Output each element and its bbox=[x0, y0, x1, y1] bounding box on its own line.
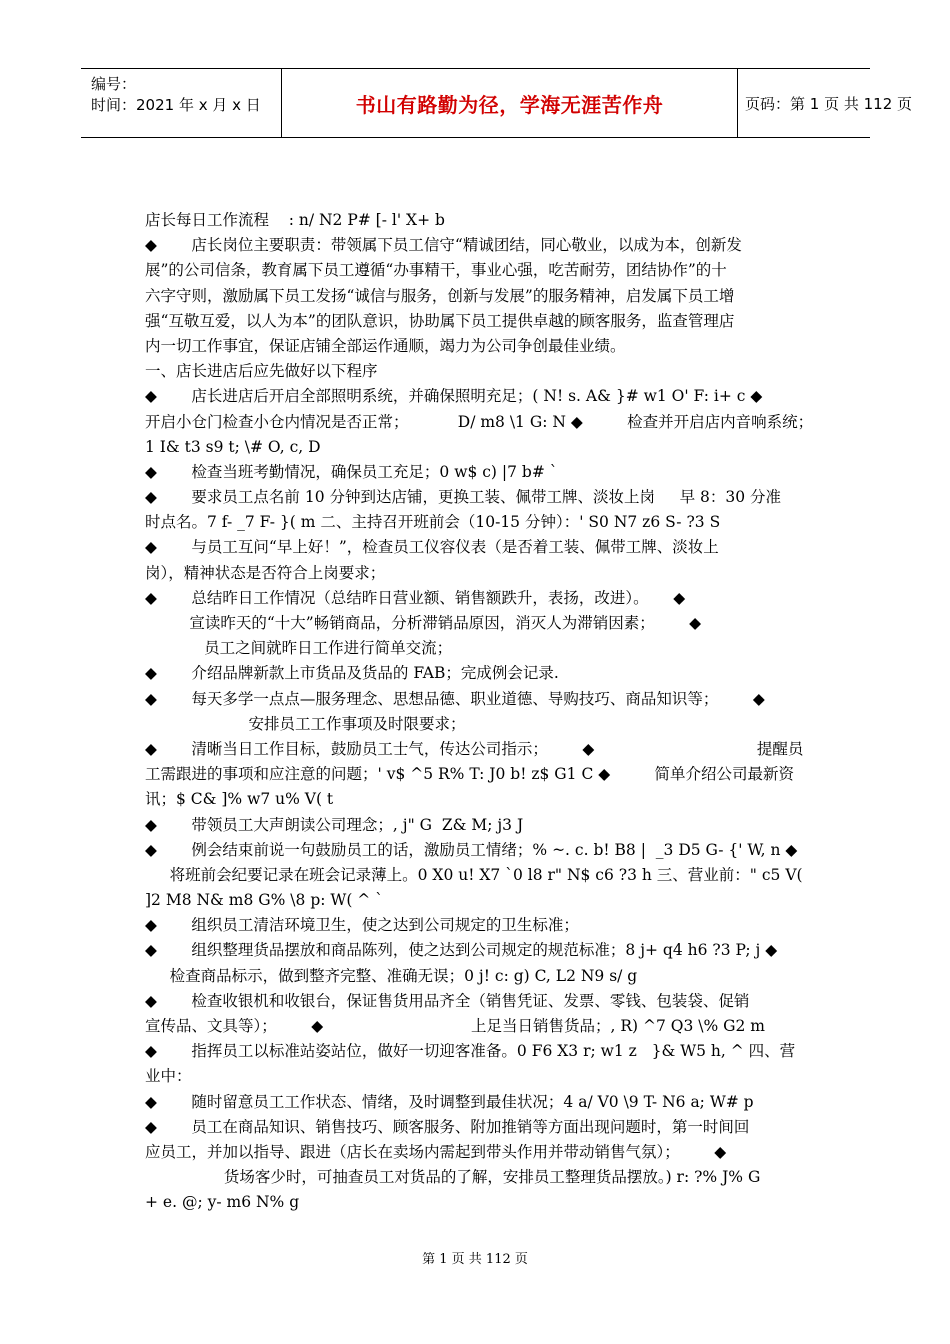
body-text-line: 宣读昨天的“十大”畅销商品，分析滞销品原因，消灭人为滞销因素； ◆ bbox=[145, 614, 702, 632]
body-text-line: 检查商品标示，做到整齐完整、准确无误；0 j! c: g) C, L2 N9 s/ g bbox=[145, 966, 638, 985]
body-text-line: ◆ 与员工互问“早上好！”，检查员工仪容仪表（是否着工装、佩带工牌、淡妆上 bbox=[145, 538, 719, 557]
body-text-line: ◆ 组织整理货品摆放和商品陈列，使之达到公司规定的规范标准；8 j+ q4 h6 ?3 P; j ◆ bbox=[145, 941, 778, 960]
body-text-line: ◆ 例会结束前说一句鼓励员工的话，激励员工情绪；% ~. c. b! B8 | _3 D5 G- {' W, n ◆ bbox=[145, 840, 798, 859]
body-text-line: 安排员工工作事项及时限要求； bbox=[145, 714, 466, 733]
doc-number-label: 编号： bbox=[91, 75, 137, 93]
body-text-line: ◆ 总结昨日工作情况（总结昨日营业额、销售额跌升，表扬，改进）。 ◆ bbox=[145, 588, 686, 607]
document-body bbox=[145, 208, 815, 1216]
body-text-line: 宣传品、文具等）； ◆ 上足当日销售货品；, R) ^7 Q3 \% G2 m bbox=[145, 1017, 765, 1035]
doc-time-label: 时间：2021 年 x 月 x 日 bbox=[91, 96, 261, 114]
body-text-line: ◆ 随时留意员工工作状态、情绪，及时调整到最佳状况；4 a/ V0 \9 T- N6 a; W# p bbox=[145, 1092, 754, 1111]
body-text-line: ◆ 带领员工大声朗读公司理念；, j" G Z& M; j3 J bbox=[145, 815, 524, 834]
body-text-line: 强“互敬互爱，以人为本”的团队意识，协助属下员工提供卓越的顾客服务，监查管理店 bbox=[145, 311, 735, 330]
body-text-line: ◆ 检查收银机和收银台，保证售货用品齐全（销售凭证、发票、零钱、包装袋、促销 bbox=[145, 991, 750, 1010]
body-text-line: ◆ 检查当班考勤情况，确保员工充足；0 w$ c) |7 b# ` bbox=[145, 462, 558, 481]
body-text-line: 业中： bbox=[145, 1067, 192, 1086]
body-text-line: ◆ 每天多学一点点—服务理念、思想品德、职业道德、导购技巧、商品知识等； ◆ bbox=[145, 689, 765, 708]
body-text-line: 岗），精神状态是否符合上岗要求； bbox=[145, 563, 386, 582]
page-footer: 第 1 页 共 112 页 bbox=[422, 1252, 528, 1267]
header-motto-cell bbox=[281, 69, 738, 137]
body-text-line: 一、店长进店后应先做好以下程序 bbox=[145, 362, 378, 381]
body-text-line: 开启小仓门检查小仓内情况是否正常； D/ m8 \1 G: N ◆ 检查并开启店内音响系统； bbox=[145, 412, 814, 431]
body-text-line: 讯；$ C& ]% w7 u% V( t bbox=[145, 790, 334, 809]
body-text-line: 店长每日工作流程 : n/ N2 P# [- l' X+ b bbox=[145, 211, 445, 229]
body-text-line: + e. @; y- m6 N% g bbox=[145, 1193, 300, 1212]
body-text-line: 货场客少时，可抽查员工对货品的了解，安排员工整理货品摆放。) r: ?% J% G bbox=[145, 1168, 761, 1187]
body-text-line: ◆ 店长进店后开启全部照明系统，并确保照明充足；( N! s. A& }# w1 O' F: i+ c ◆ bbox=[145, 387, 763, 406]
header-page-info: 页码：第 1 页 共 112 页 bbox=[745, 94, 913, 113]
body-text-line: 六字守则，激励属下员工发扬“诚信与服务，创新与发展”的服务精神，启发属下员工增 bbox=[145, 286, 735, 305]
header-page-cell bbox=[737, 69, 913, 137]
body-text-line: ]2 M8 N& m8 G% \8 p: W( ^ ` bbox=[145, 891, 383, 910]
page-header bbox=[81, 68, 913, 138]
body-text-line: 内一切工作事宜，保证店铺全部运作通顺，竭力为公司争创最佳业绩。 bbox=[145, 336, 626, 355]
body-text-line: ◆ 指挥员工以标准站姿站位，做好一切迎客准备。0 F6 X3 r; w1 z }& W5 h, ^ 四、营 bbox=[145, 1042, 796, 1061]
body-text-line: 员工之间就昨日工作进行简单交流； bbox=[145, 639, 453, 658]
body-text-line: ◆ 清晰当日工作目标，鼓励员工士气，传达公司指示； ◆ 提醒员 bbox=[145, 739, 804, 758]
body-text-line: 应员工，并加以指导、跟进（店长在卖场内需起到带头作用并带动销售气氛）； ◆ bbox=[145, 1142, 727, 1161]
body-text-line: ◆ 介绍品牌新款上市货品及货品的 FAB；完成例会记录. bbox=[145, 664, 559, 683]
body-text-line: ◆ 组织员工清洁环境卫生，使之达到公司规定的卫生标准； bbox=[145, 916, 579, 935]
body-text-line: ◆ 店长岗位主要职责：带领属下员工信守“精诚团结，同心敬业，以成为本，创新发 bbox=[145, 236, 742, 255]
header-motto: 书山有路勤为径，学海无涯苦作舟 bbox=[355, 92, 664, 117]
body-text-line: 时点名。7 f- _7 F- }( m 二、主持召开班前会（10-15 分钟）：' S0 N7 z6 S- ?3 S bbox=[145, 513, 721, 532]
body-text-line: ◆ 要求员工点名前 10 分钟到达店铺，更换工装、佩带工牌、淡妆上岗 早 8：30 分准 bbox=[145, 488, 782, 507]
body-text-line: 1 I& t3 s9 t; \# O, c, D bbox=[145, 437, 321, 456]
body-text-line: ◆ 员工在商品知识、销售技巧、顾客服务、附加推销等方面出现问题时，第一时间回 bbox=[145, 1117, 750, 1136]
body-text-line: 展”的公司信条，教育属下员工遵循“办事精干，事业心强，吃苦耐劳，团结协作”的十 bbox=[145, 261, 727, 280]
body-text-line: 工需跟进的事项和应注意的问题；' v$ ^5 R% T: J0 b! z$ G1 C ◆ 简单介绍公司最新资 bbox=[145, 765, 795, 784]
body-text-line: 将班前会纪要记录在班会记录薄上。0 X0 u! X7 `0 l8 r" N$ c6 ?3 h 三、营业前：" c5 V( bbox=[145, 865, 803, 884]
header-meta-cell bbox=[81, 69, 281, 137]
